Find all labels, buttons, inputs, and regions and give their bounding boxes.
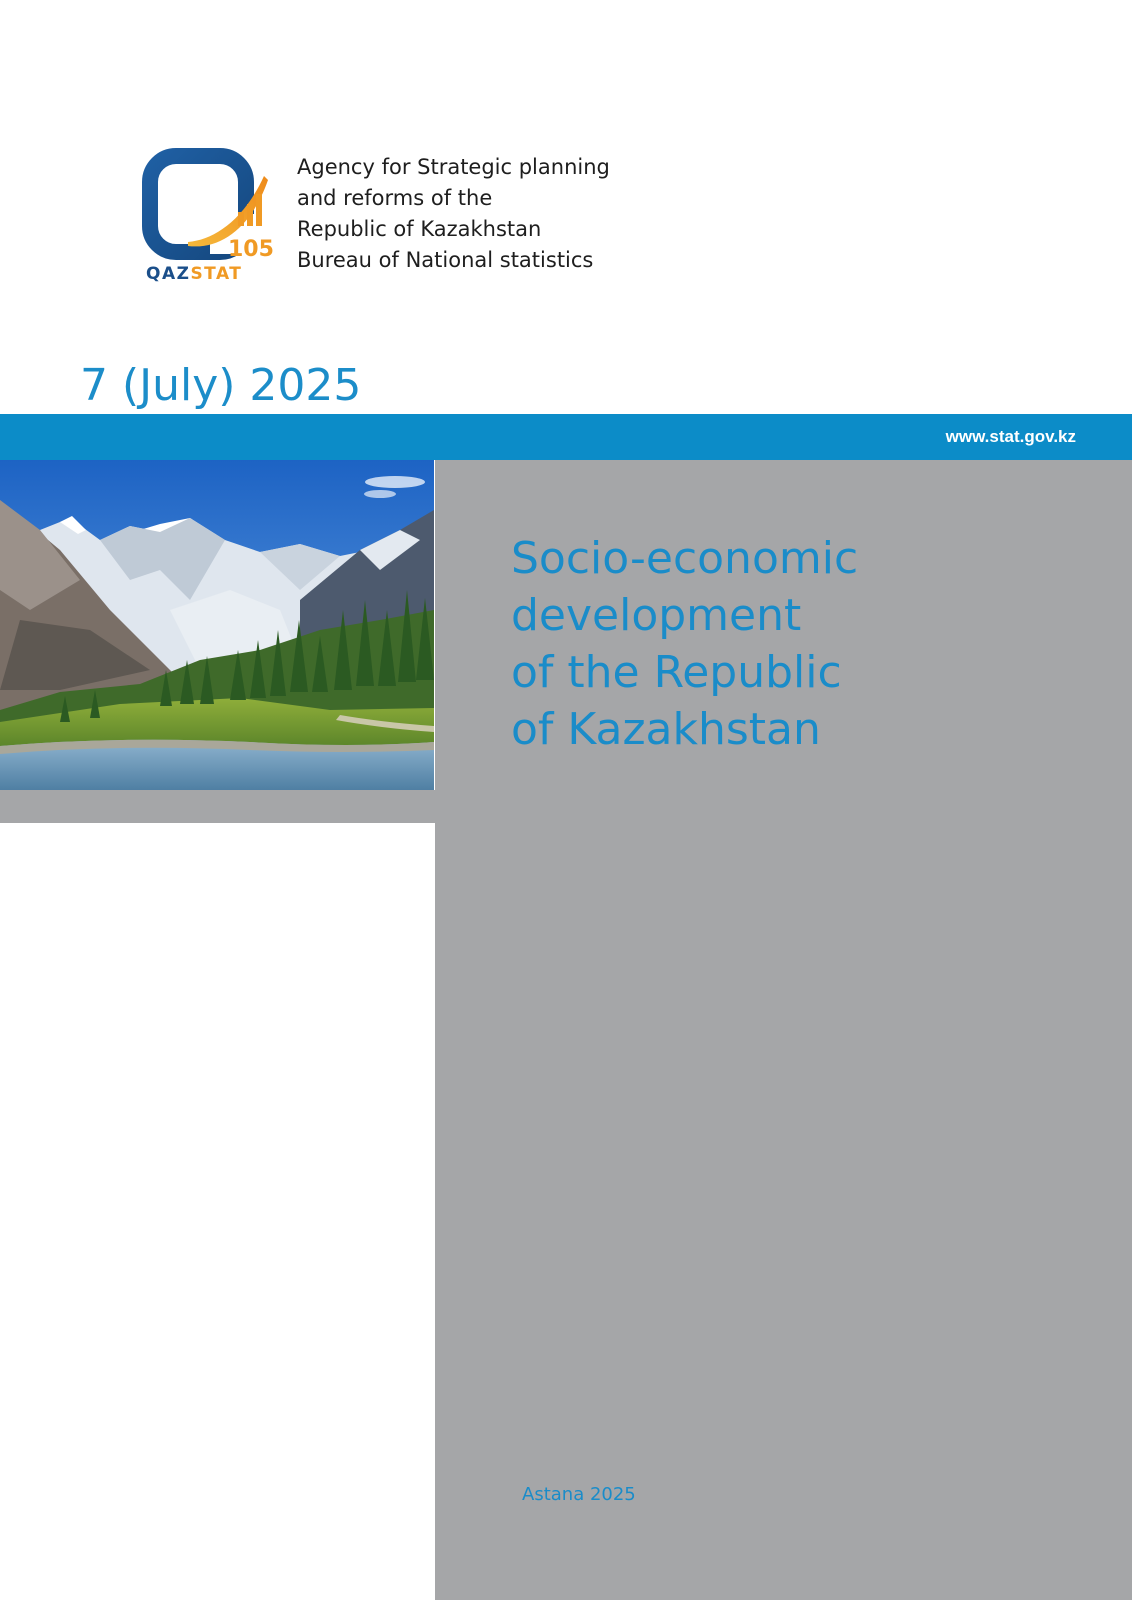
title-line: of Kazakhstan (511, 704, 821, 755)
agency-line: Agency for Strategic planning (297, 155, 610, 179)
title-line: Socio-economic (511, 533, 859, 584)
qazstat-logo (144, 150, 274, 286)
title-line: of the Republic (511, 647, 842, 698)
qazstat-logo-icon (144, 150, 274, 262)
logo-wordmark (146, 264, 270, 284)
issue-date: 7 (July) 2025 (80, 360, 362, 411)
agency-line: and reforms of the (297, 186, 493, 210)
mountain-landscape-image (0, 460, 434, 790)
website-link[interactable]: www.stat.gov.kz (945, 427, 1076, 446)
logo-wordmark-qaz: QAZ (146, 264, 191, 284)
logo-number: 105 (228, 237, 274, 262)
agency-line: Bureau of National statistics (297, 248, 594, 272)
publication-place-year: Astana 2025 (522, 1484, 636, 1505)
header-bar (0, 414, 1132, 460)
mountain-landscape-illustration (0, 460, 434, 790)
report-title (511, 530, 858, 758)
photo-caption-strip (0, 790, 435, 823)
agency-line: Republic of Kazakhstan (297, 217, 542, 241)
logo-wordmark-stat: STAT (190, 264, 243, 284)
title-line: development (511, 590, 802, 641)
agency-name (297, 152, 610, 276)
